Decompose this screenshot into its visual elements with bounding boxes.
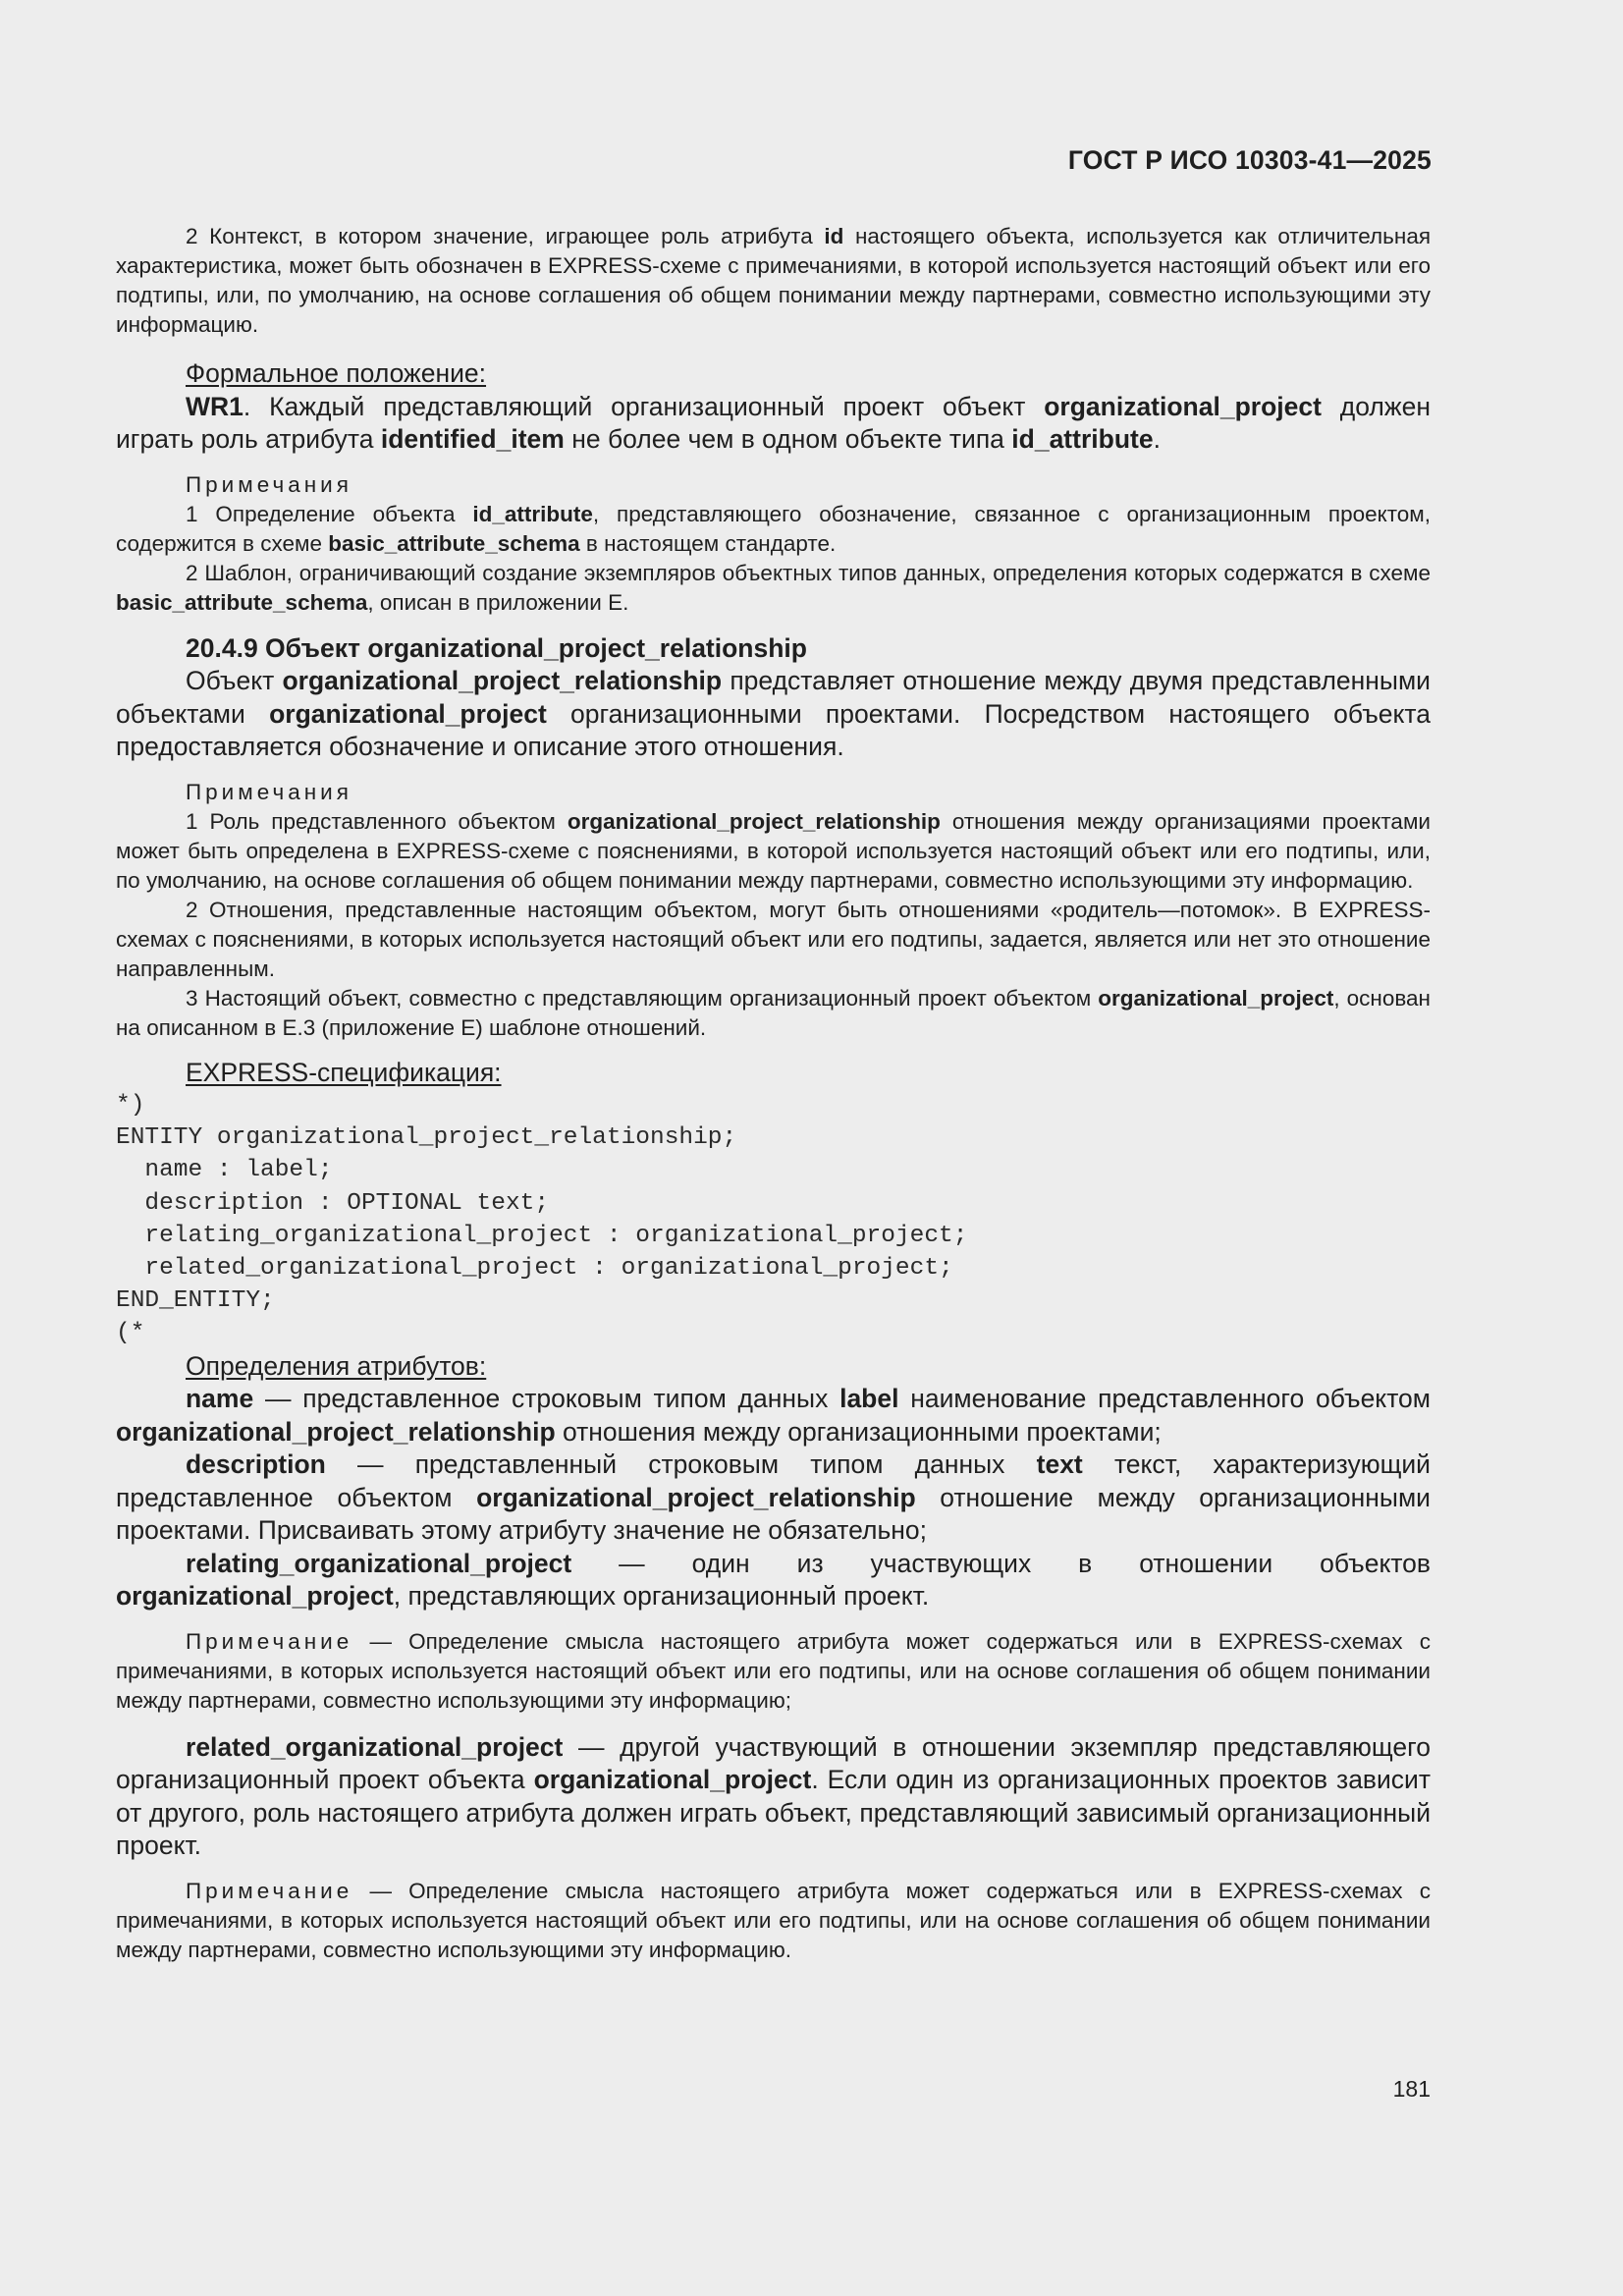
notes-label: Примечания (186, 779, 352, 804)
relationship-note-2: 2 Отношения, представленные настоящим объектом, могут быть отношениями «родитель—потомок». В EXPRESS-схемах с пояснениями, в которых используется настоящий объект или его подтипы, задается, является или нет это отношение направленным. (116, 897, 1431, 981)
notes-label: Примечания (186, 471, 352, 497)
page-number: 181 (1392, 2076, 1431, 2102)
note-2: 2 Шаблон, ограничивающий создание экземпляров объектных типов данных, определения которых содержатся в схеме basic_attribute_schema, описан в приложении E. (116, 560, 1431, 615)
attr-relating-definition: relating_organizational_project — один из участвующих в отношении объектов organizational_project, представляющих организационный проект. (116, 1548, 1431, 1612)
attr-related-definition: related_organizational_project — другой участвующий в отношении экземпляр представляющего организационный проект объекта organizational_project. Если один из организационных проектов зависит от другого, роль настоящего атрибута должен играть объект, представляющий зависимый организационный проект. (116, 1731, 1432, 1861)
relationship-note-1: 1 Роль представленного объектом organizational_project_relationship отношения между организациями проектами может быть определена в EXPRESS-схеме с пояснениями, в которой используется настоящий объект или его подтипы, или, по умолчанию, на основе соглашения об общем понимании между партнерами, совместно использующими эту информацию. (116, 808, 1431, 893)
attr-related-note: Примечание — Определение смысла настоящего атрибута может содержаться или в EXPRESS-схемах с примечаниями, в которых используется настоящий объект или его подтипы, или на основе соглашения об общем понимании между партнерами, совместно использующими эту информацию. (116, 1878, 1431, 1962)
attr-name-definition: name — представленное строковым типом данных label наименование представленного объектом organizational_project_relationship отношения между организационными проектами; (116, 1384, 1431, 1447)
note-1: 1 Определение объекта id_attribute, представляющего обозначение, связанное с организационным проектом, содержится в схеме basic_attribute_schema в настоящем стандарте. (116, 501, 1431, 556)
wr1-rule: WR1. Каждый представляющий организационный проект объект organizational_project должен играть роль атрибута identified_item не более чем в одном объекте типа id_attribute. (116, 391, 1431, 454)
express-spec-heading: EXPRESS-спецификация: (186, 1057, 502, 1087)
section-description: Объект organizational_project_relationship представляет отношение между двумя представленными объектами organizational_project организационными проектами. Посредством настоящего объекта предоставляется обозначение и описание этого отношения. (116, 666, 1431, 761)
relationship-note-3: 3 Настоящий объект, совместно с представляющим организационный проект объектом organizational_project, основан на описанном в E.3 (приложение E) шаблоне отношений. (116, 985, 1431, 1040)
page-body (116, 222, 1431, 1965)
attr-description-definition: description — представленный строковым типом данных text текст, характеризующий представленное объектом organizational_project_relationship отношение между организационными проектами. Присваивать этому атрибуту значение не обязательно; (116, 1449, 1431, 1546)
section-title: 20.4.9 Объект organizational_project_relationship (186, 632, 807, 663)
express-code-block: *) ENTITY organizational_project_relationship; name : label; description : OPTIONAL text; relating_organizational_project : organizational_project; related_organizational_project : organizational_project; END_ENTITY; (* (116, 1092, 968, 1347)
attribute-definitions-heading: Определения атрибутов: (186, 1350, 487, 1381)
document-code: ГОСТ Р ИСО 10303-41—2025 (1067, 145, 1432, 175)
attr-relating-note: Примечание — Определение смысла настоящего атрибута может содержаться или в EXPRESS-схемах с примечаниями, в которых используется настоящий объект или его подтипы, или на основе соглашения об общем понимании между партнерами, совместно использующими эту информацию; (116, 1628, 1431, 1713)
context-note-paragraph: 2 Контекст, в котором значение, играющее роль атрибута id настоящего объекта, используется как отличительная характеристика, может быть обозначен в EXPRESS-схеме с примечаниями, в которой используется настоящий объект или его подтипы, или, по умолчанию, на основе соглашения об общем понимании между партнерами, совместно использующими эту информацию. (116, 224, 1432, 337)
formal-statement-heading: Формальное положение: (186, 358, 487, 388)
